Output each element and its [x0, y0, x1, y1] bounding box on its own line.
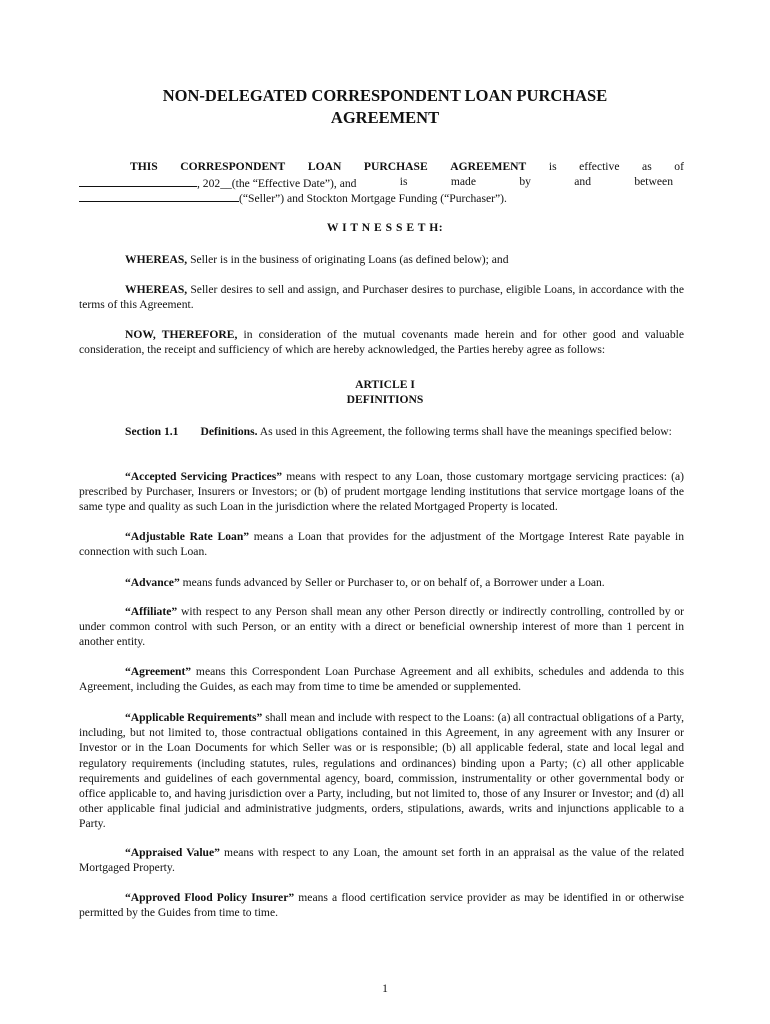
document-title-line2: AGREEMENT: [330, 108, 440, 127]
intro-word: THIS: [130, 160, 158, 173]
article-title: DEFINITIONS: [346, 393, 424, 406]
intro-word: between: [634, 175, 673, 188]
definition-applicable-requirements: “Applicable Requirements” shall mean and include with respect to the Loans: (a) all contractual obligations of a Party, including, but not limited to, those contractual obligations contained in this Agreement, in any agreement with any Insurer or Investor or in the Loan Documents for which Seller was or is responsible; (b) all applicable federal, state and local legal and regulatory requirements (including statutes, rules, regulations and ordinances) binding upon a Party; (c) all other applicable requirements and guidelines of each governmental agency, board, commission, instrumentality or other governmental body or office applicable to, and having jurisdiction over a Party, including, but not limited to, those of any Insurer or Investor; and (d) all other applicable final judicial and administrative judgments, orders, stipulations, awards, writs and injunctions applicable to a Party.: [79, 711, 684, 831]
definition-adjustable-rate-loan: “Adjustable Rate Loan” means a Loan that provides for the adjustment of the Mortgage Interest Rate payable in connection with such Loan.: [79, 530, 684, 559]
definition-advance: “Advance” means funds advanced by Seller or Purchaser to, or on behalf of, a Borrower under a Loan.: [125, 576, 605, 589]
page-number: 1: [382, 982, 388, 995]
intro-word: CORRESPONDENT: [180, 160, 286, 173]
intro-line-3: (“Seller”) and Stockton Mortgage Funding (“Purchaser”).: [79, 190, 684, 206]
intro-word: as: [642, 160, 652, 173]
whereas-clause-2: WHEREAS, Seller desires to sell and assign, and Purchaser desires to purchase, eligible Loans, in accordance with the terms of this Agreement.: [79, 283, 684, 312]
whereas-clause-1: WHEREAS, Seller is in the business of originating Loans (as defined below); and: [125, 253, 509, 266]
definition-term: “Agreement”: [125, 665, 192, 678]
definition-term: “Approved Flood Policy Insurer”: [125, 891, 295, 904]
definition-accepted-servicing-practices: “Accepted Servicing Practices” means with respect to any Loan, those customary mortgage servicing practices: (a) prescribed by Purchaser, Insurers or Investors; or (b) of prudent mortgage lending institutions that service mortgage loans of the same type and quality as such Loan in the jurisdiction where the related Mortgaged Property is located.: [79, 470, 684, 514]
intro-word: made: [450, 175, 476, 188]
definition-term: “Adjustable Rate Loan”: [125, 530, 250, 543]
intro-word: effective: [579, 160, 620, 173]
definition-term: “Accepted Servicing Practices”: [125, 470, 283, 483]
section-title: Definitions.: [200, 425, 258, 438]
witnesseth-heading: W I T N E S S E T H:: [326, 221, 444, 234]
definition-term: “Appraised Value”: [125, 846, 220, 859]
definition-affiliate: “Affiliate” with respect to any Person shall mean any other Person directly or indirectly controlling, controlled by or under common control with such Person, or an entity with a direct or beneficial ownership interest of more than 1 percent in another entity.: [79, 605, 684, 649]
definition-term: “Affiliate”: [125, 605, 178, 618]
definition-approved-flood-policy-insurer: “Approved Flood Policy Insurer” means a flood certification service provider as may be identified in or otherwise permitted by the Guides from time to time.: [79, 891, 685, 920]
intro-word: and: [574, 175, 592, 188]
intro-word: by: [519, 175, 531, 188]
intro-word: LOAN: [307, 160, 342, 173]
section-number: Section 1.1: [125, 425, 179, 438]
definition-appraised-value: “Appraised Value” means with respect to any Loan, the amount set forth in an appraisal as the value of the related Mortgaged Property.: [79, 846, 684, 875]
definition-term: “Applicable Requirements”: [125, 711, 263, 724]
seller-name-blank: [79, 190, 239, 202]
article-heading: ARTICLE I: [355, 378, 415, 391]
intro-word: PURCHASE: [363, 160, 428, 173]
intro-word: of: [674, 160, 684, 173]
intro-word: AGREEMENT: [450, 160, 527, 173]
intro-line-1: [79, 160, 684, 173]
effective-date-blank: [79, 175, 197, 187]
intro-word: is: [399, 175, 408, 188]
intro-date-segment: , 202__(the “Effective Date”), and: [79, 175, 356, 190]
section-1-1: Section 1.1 Definitions. As used in this Agreement, the following terms shall have the meanings specified below:: [125, 425, 672, 438]
document-title-line1: NON-DELEGATED CORRESPONDENT LOAN PURCHASE: [162, 86, 608, 105]
definition-term: “Advance”: [125, 576, 180, 589]
intro-line-2: [79, 175, 673, 190]
now-therefore-clause: NOW, THEREFORE, in consideration of the mutual covenants made herein and for other good and valuable consideration, the receipt and sufficiency of which are hereby acknowledged, the Parties hereby agree as follows:: [79, 328, 684, 357]
definition-agreement: “Agreement” means this Correspondent Loan Purchase Agreement and all exhibits, schedules and addenda to this Agreement, including the Guides, as each may from time to time be amended or supplemented.: [79, 665, 684, 694]
intro-word: is: [548, 160, 557, 173]
